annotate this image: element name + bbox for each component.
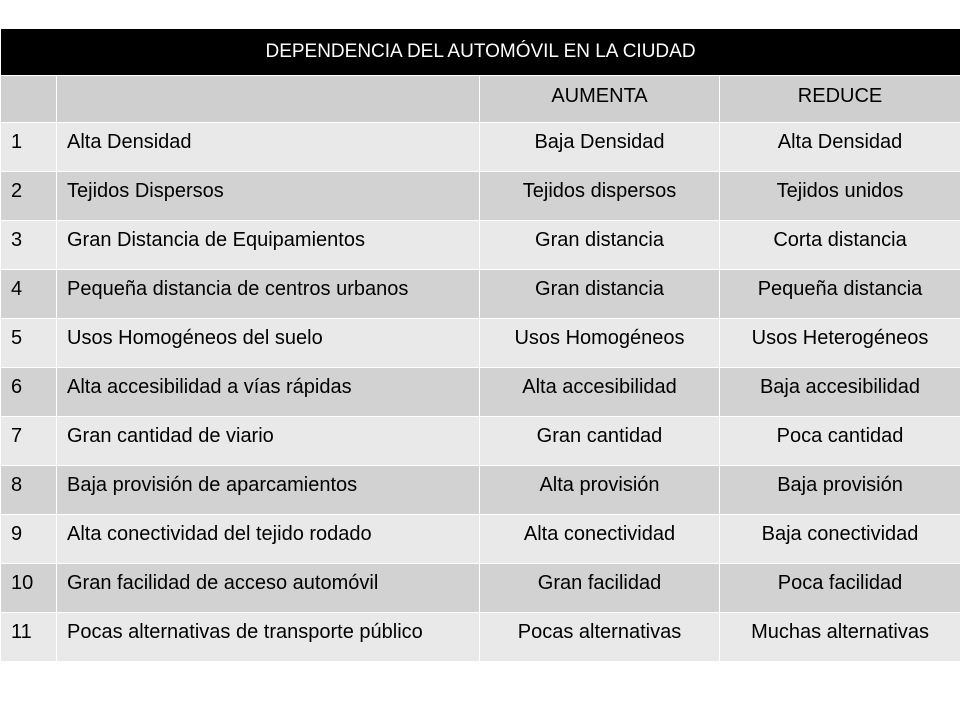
- row-reduce: Baja accesibilidad: [720, 368, 960, 417]
- row-aumenta: Alta provisión: [480, 466, 720, 515]
- row-reduce: Poca cantidad: [720, 417, 960, 466]
- row-aumenta: Tejidos dispersos: [480, 172, 720, 221]
- row-factor: Usos Homogéneos del suelo: [57, 319, 480, 368]
- row-number: 11: [1, 613, 57, 662]
- row-reduce: Alta Densidad: [720, 123, 960, 172]
- row-number: 4: [1, 270, 57, 319]
- row-factor: Pocas alternativas de transporte público: [57, 613, 480, 662]
- header-factor: [57, 76, 480, 123]
- row-number: 9: [1, 515, 57, 564]
- table-row: [1, 270, 960, 319]
- table-row: [1, 221, 960, 270]
- row-number: 7: [1, 417, 57, 466]
- row-factor: Alta conectividad del tejido rodado: [57, 515, 480, 564]
- row-number: 2: [1, 172, 57, 221]
- table-title: DEPENDENCIA DEL AUTOMÓVIL EN LA CIUDAD: [1, 29, 960, 76]
- row-reduce: Tejidos unidos: [720, 172, 960, 221]
- row-factor: Pequeña distancia de centros urbanos: [57, 270, 480, 319]
- table-row: [1, 564, 960, 613]
- header-reduce: REDUCE: [720, 76, 960, 123]
- table-header-row: [1, 76, 960, 123]
- header-aumenta: AUMENTA: [480, 76, 720, 123]
- row-number: 8: [1, 466, 57, 515]
- row-reduce: Corta distancia: [720, 221, 960, 270]
- row-reduce: Muchas alternativas: [720, 613, 960, 662]
- row-number: 1: [1, 123, 57, 172]
- table-title-row: [1, 29, 960, 76]
- row-factor: Gran facilidad de acceso automóvil: [57, 564, 480, 613]
- row-number: 10: [1, 564, 57, 613]
- row-factor: Baja provisión de aparcamientos: [57, 466, 480, 515]
- table-row: [1, 368, 960, 417]
- table-row: [1, 613, 960, 662]
- row-reduce: Baja conectividad: [720, 515, 960, 564]
- car-dependency-table: [0, 28, 960, 662]
- row-reduce: Baja provisión: [720, 466, 960, 515]
- row-aumenta: Baja Densidad: [480, 123, 720, 172]
- row-number: 6: [1, 368, 57, 417]
- row-reduce: Pequeña distancia: [720, 270, 960, 319]
- row-aumenta: Gran distancia: [480, 270, 720, 319]
- table-row: [1, 515, 960, 564]
- row-reduce: Poca facilidad: [720, 564, 960, 613]
- header-number: [1, 76, 57, 123]
- row-factor: Alta Densidad: [57, 123, 480, 172]
- row-factor: Gran cantidad de viario: [57, 417, 480, 466]
- table-row: [1, 466, 960, 515]
- row-aumenta: Pocas alternativas: [480, 613, 720, 662]
- row-factor: Alta accesibilidad a vías rápidas: [57, 368, 480, 417]
- table-row: [1, 417, 960, 466]
- row-reduce: Usos Heterogéneos: [720, 319, 960, 368]
- row-aumenta: Alta accesibilidad: [480, 368, 720, 417]
- row-aumenta: Alta conectividad: [480, 515, 720, 564]
- row-aumenta: Gran distancia: [480, 221, 720, 270]
- row-aumenta: Usos Homogéneos: [480, 319, 720, 368]
- row-number: 5: [1, 319, 57, 368]
- row-aumenta: Gran facilidad: [480, 564, 720, 613]
- row-aumenta: Gran cantidad: [480, 417, 720, 466]
- table-row: [1, 172, 960, 221]
- table-row: [1, 319, 960, 368]
- row-factor: Gran Distancia de Equipamientos: [57, 221, 480, 270]
- row-factor: Tejidos Dispersos: [57, 172, 480, 221]
- row-number: 3: [1, 221, 57, 270]
- table-row: [1, 123, 960, 172]
